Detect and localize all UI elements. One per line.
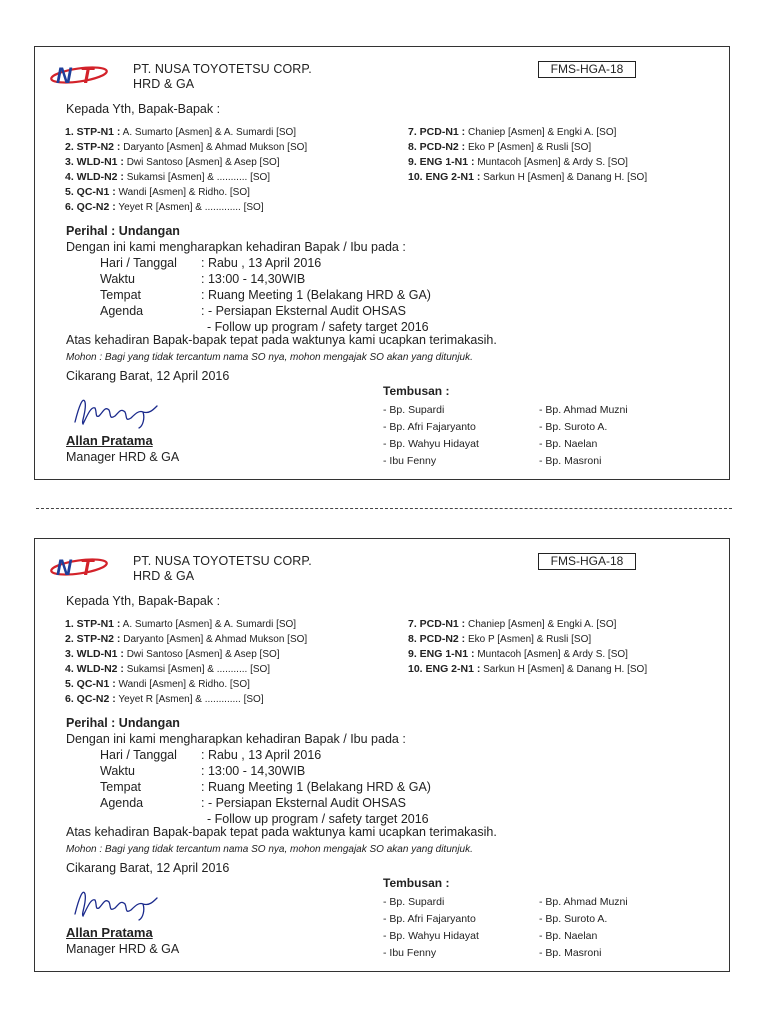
recipient-row bbox=[408, 662, 647, 677]
signer-title: Manager HRD & GA bbox=[66, 450, 180, 464]
subject: Perihal : Undangan bbox=[66, 716, 180, 730]
detail-value: : Ruang Meeting 1 (Belakang HRD & GA) bbox=[201, 780, 431, 794]
agenda-item-2: - Follow up program / safety target 2016 bbox=[207, 812, 429, 826]
recipient-names: Yeyet R [Asmen] & ............. [SO] bbox=[118, 202, 264, 213]
recipients-right bbox=[408, 617, 647, 677]
recipient-code: 3. WLD-N1 : bbox=[65, 648, 124, 660]
recipient-code: 8. PCD-N2 : bbox=[408, 141, 466, 153]
intro-text: Dengan ini kami mengharapkan kehadiran Bapak / Ibu pada : bbox=[66, 732, 406, 746]
detail-value: : - Persiapan Eksternal Audit OHSAS bbox=[201, 304, 406, 318]
cc-list-col2 bbox=[539, 402, 628, 470]
recipient-code: 4. WLD-N2 : bbox=[65, 663, 124, 675]
detail-value: : Rabu , 13 April 2016 bbox=[201, 748, 322, 762]
recipient-code: 9. ENG 1-N1 : bbox=[408, 648, 475, 660]
recipient-row bbox=[65, 677, 307, 692]
recipient-code: 1. STP-N1 : bbox=[65, 618, 121, 630]
memo-bottom bbox=[34, 538, 730, 972]
cc-item: - Bp. Ahmad Muzni bbox=[539, 404, 628, 416]
recipient-code: 10. ENG 2-N1 : bbox=[408, 171, 481, 183]
recipient-names: Sukamsi [Asmen] & ........... [SO] bbox=[126, 172, 271, 183]
recipient-row bbox=[408, 647, 647, 662]
place-date: Cikarang Barat, 12 April 2016 bbox=[66, 369, 230, 383]
recipient-code: 2. STP-N2 : bbox=[65, 141, 121, 153]
memo-top bbox=[34, 46, 730, 480]
greeting: Kepada Yth, Bapak-Bapak : bbox=[66, 102, 221, 116]
cc-list-col1 bbox=[383, 894, 479, 962]
company-name: PT. NUSA TOYOTETSU CORP. bbox=[133, 62, 312, 76]
cc-item: - Bp. Masroni bbox=[539, 947, 602, 959]
cc-item: - Bp. Suroto A. bbox=[539, 913, 608, 925]
recipient-row bbox=[65, 185, 307, 200]
signature-icon bbox=[69, 884, 165, 922]
recipient-row bbox=[65, 140, 307, 155]
detail-label: Waktu bbox=[100, 272, 135, 286]
recipient-names: Eko P [Asmen] & Rusli [SO] bbox=[467, 142, 592, 153]
recipients-left bbox=[65, 125, 307, 215]
recipient-names: Daryanto [Asmen] & Ahmad Mukson [SO] bbox=[123, 634, 308, 645]
signature-icon bbox=[69, 392, 165, 430]
recipient-names: Wandi [Asmen] & Ridho. [SO] bbox=[118, 187, 250, 198]
company-header bbox=[133, 62, 312, 92]
cc-item: - Ibu Fenny bbox=[383, 455, 437, 467]
detail-label: Hari / Tanggal bbox=[100, 256, 177, 270]
recipient-code: 6. QC-N2 : bbox=[65, 693, 116, 705]
recipient-row bbox=[65, 170, 307, 185]
detail-value: : 13:00 - 14,30WIB bbox=[201, 764, 306, 778]
recipient-code: 6. QC-N2 : bbox=[65, 201, 116, 213]
cut-line bbox=[36, 508, 732, 509]
recipient-names: Dwi Santoso [Asmen] & Asep [SO] bbox=[126, 649, 280, 660]
closing-text: Atas kehadiran Bapak-bapak tepat pada waktunya kami ucapkan terimakasih. bbox=[66, 333, 497, 347]
recipient-names: Eko P [Asmen] & Rusli [SO] bbox=[467, 634, 592, 645]
note-text: Mohon : Bagi yang tidak tercantum nama SO nya, mohon mengajak SO akan yang ditunjuk. bbox=[66, 844, 473, 855]
cc-list-col2 bbox=[539, 894, 628, 962]
cc-item: - Bp. Suroto A. bbox=[539, 421, 608, 433]
detail-value: : - Persiapan Eksternal Audit OHSAS bbox=[201, 796, 406, 810]
recipient-names: Sarkun H [Asmen] & Danang H. [SO] bbox=[483, 172, 648, 183]
cc-item: - Bp. Masroni bbox=[539, 455, 602, 467]
cc-item: - Bp. Naelan bbox=[539, 438, 598, 450]
cc-title: Tembusan : bbox=[383, 876, 450, 890]
recipient-row bbox=[65, 692, 307, 707]
company-header bbox=[133, 554, 312, 584]
cc-item: - Bp. Afri Fajaryanto bbox=[383, 913, 476, 925]
logo-letter-t: T bbox=[80, 63, 94, 88]
cc-item: - Bp. Wahyu Hidayat bbox=[383, 930, 479, 942]
detail-value: : Rabu , 13 April 2016 bbox=[201, 256, 322, 270]
recipient-code: 5. QC-N1 : bbox=[65, 186, 116, 198]
recipient-code: 8. PCD-N2 : bbox=[408, 633, 466, 645]
recipient-row bbox=[65, 632, 307, 647]
recipient-code: 1. STP-N1 : bbox=[65, 126, 121, 138]
logo-letter-n: N bbox=[56, 63, 72, 88]
cc-item: - Bp. Afri Fajaryanto bbox=[383, 421, 476, 433]
recipient-names: Sarkun H [Asmen] & Danang H. [SO] bbox=[483, 664, 648, 675]
recipient-row bbox=[65, 647, 307, 662]
recipient-row bbox=[408, 140, 647, 155]
recipient-row bbox=[408, 125, 647, 140]
recipient-code: 10. ENG 2-N1 : bbox=[408, 663, 481, 675]
cc-title: Tembusan : bbox=[383, 384, 450, 398]
cc-item: - Ibu Fenny bbox=[383, 947, 437, 959]
recipient-code: 5. QC-N1 : bbox=[65, 678, 116, 690]
cc-item: - Bp. Ahmad Muzni bbox=[539, 896, 628, 908]
recipient-code: 3. WLD-N1 : bbox=[65, 156, 124, 168]
closing-text: Atas kehadiran Bapak-bapak tepat pada waktunya kami ucapkan terimakasih. bbox=[66, 825, 497, 839]
recipient-row bbox=[65, 200, 307, 215]
logo-letter-n: N bbox=[56, 555, 72, 580]
detail-label: Hari / Tanggal bbox=[100, 748, 177, 762]
place-date: Cikarang Barat, 12 April 2016 bbox=[66, 861, 230, 875]
signer-name: Allan Pratama bbox=[66, 433, 153, 448]
recipient-row bbox=[65, 617, 307, 632]
subject: Perihal : Undangan bbox=[66, 224, 180, 238]
recipient-names: Dwi Santoso [Asmen] & Asep [SO] bbox=[126, 157, 280, 168]
recipient-row bbox=[65, 662, 307, 677]
detail-value: : 13:00 - 14,30WIB bbox=[201, 272, 306, 286]
recipient-code: 7. PCD-N1 : bbox=[408, 618, 466, 630]
company-logo-icon bbox=[49, 61, 111, 89]
cc-item: - Bp. Wahyu Hidayat bbox=[383, 438, 479, 450]
recipient-row bbox=[65, 125, 307, 140]
detail-label: Agenda bbox=[100, 304, 144, 318]
recipient-names: Chaniep [Asmen] & Engki A. [SO] bbox=[467, 619, 617, 630]
recipient-names: A. Sumarto [Asmen] & A. Sumardi [SO] bbox=[122, 619, 297, 630]
detail-value: : Ruang Meeting 1 (Belakang HRD & GA) bbox=[201, 288, 431, 302]
recipient-names: Muntacoh [Asmen] & Ardy S. [SO] bbox=[477, 157, 628, 168]
recipient-code: 9. ENG 1-N1 : bbox=[408, 156, 475, 168]
recipient-names: Daryanto [Asmen] & Ahmad Mukson [SO] bbox=[123, 142, 308, 153]
recipient-row bbox=[408, 617, 647, 632]
intro-text: Dengan ini kami mengharapkan kehadiran Bapak / Ibu pada : bbox=[66, 240, 406, 254]
logo-letter-t: T bbox=[80, 555, 94, 580]
company-dept: HRD & GA bbox=[133, 77, 195, 91]
company-logo-icon bbox=[49, 553, 111, 581]
recipients-left bbox=[65, 617, 307, 707]
recipient-code: 7. PCD-N1 : bbox=[408, 126, 466, 138]
company-dept: HRD & GA bbox=[133, 569, 195, 583]
cc-item: - Bp. Supardi bbox=[383, 404, 445, 416]
recipient-row bbox=[408, 632, 647, 647]
recipient-names: Wandi [Asmen] & Ridho. [SO] bbox=[118, 679, 250, 690]
detail-label: Agenda bbox=[100, 796, 144, 810]
detail-label: Tempat bbox=[100, 780, 141, 794]
company-name: PT. NUSA TOYOTETSU CORP. bbox=[133, 554, 312, 568]
cc-item: - Bp. Supardi bbox=[383, 896, 445, 908]
note-text: Mohon : Bagi yang tidak tercantum nama SO nya, mohon mengajak SO akan yang ditunjuk. bbox=[66, 352, 473, 363]
recipient-row bbox=[408, 170, 647, 185]
greeting: Kepada Yth, Bapak-Bapak : bbox=[66, 594, 221, 608]
recipient-row bbox=[65, 155, 307, 170]
recipient-code: 4. WLD-N2 : bbox=[65, 171, 124, 183]
recipient-names: Chaniep [Asmen] & Engki A. [SO] bbox=[467, 127, 617, 138]
recipient-names: Yeyet R [Asmen] & ............. [SO] bbox=[118, 694, 264, 705]
detail-label: Tempat bbox=[100, 288, 141, 302]
recipient-row bbox=[408, 155, 647, 170]
form-code: FMS-HGA-18 bbox=[538, 61, 636, 78]
recipient-names: Muntacoh [Asmen] & Ardy S. [SO] bbox=[477, 649, 628, 660]
cc-list-col1 bbox=[383, 402, 479, 470]
signer-title: Manager HRD & GA bbox=[66, 942, 180, 956]
recipient-names: Sukamsi [Asmen] & ........... [SO] bbox=[126, 664, 271, 675]
form-code: FMS-HGA-18 bbox=[538, 553, 636, 570]
cc-item: - Bp. Naelan bbox=[539, 930, 598, 942]
agenda-item-2: - Follow up program / safety target 2016 bbox=[207, 320, 429, 334]
recipient-names: A. Sumarto [Asmen] & A. Sumardi [SO] bbox=[122, 127, 297, 138]
detail-label: Waktu bbox=[100, 764, 135, 778]
recipient-code: 2. STP-N2 : bbox=[65, 633, 121, 645]
recipients-right bbox=[408, 125, 647, 185]
signer-name: Allan Pratama bbox=[66, 925, 153, 940]
